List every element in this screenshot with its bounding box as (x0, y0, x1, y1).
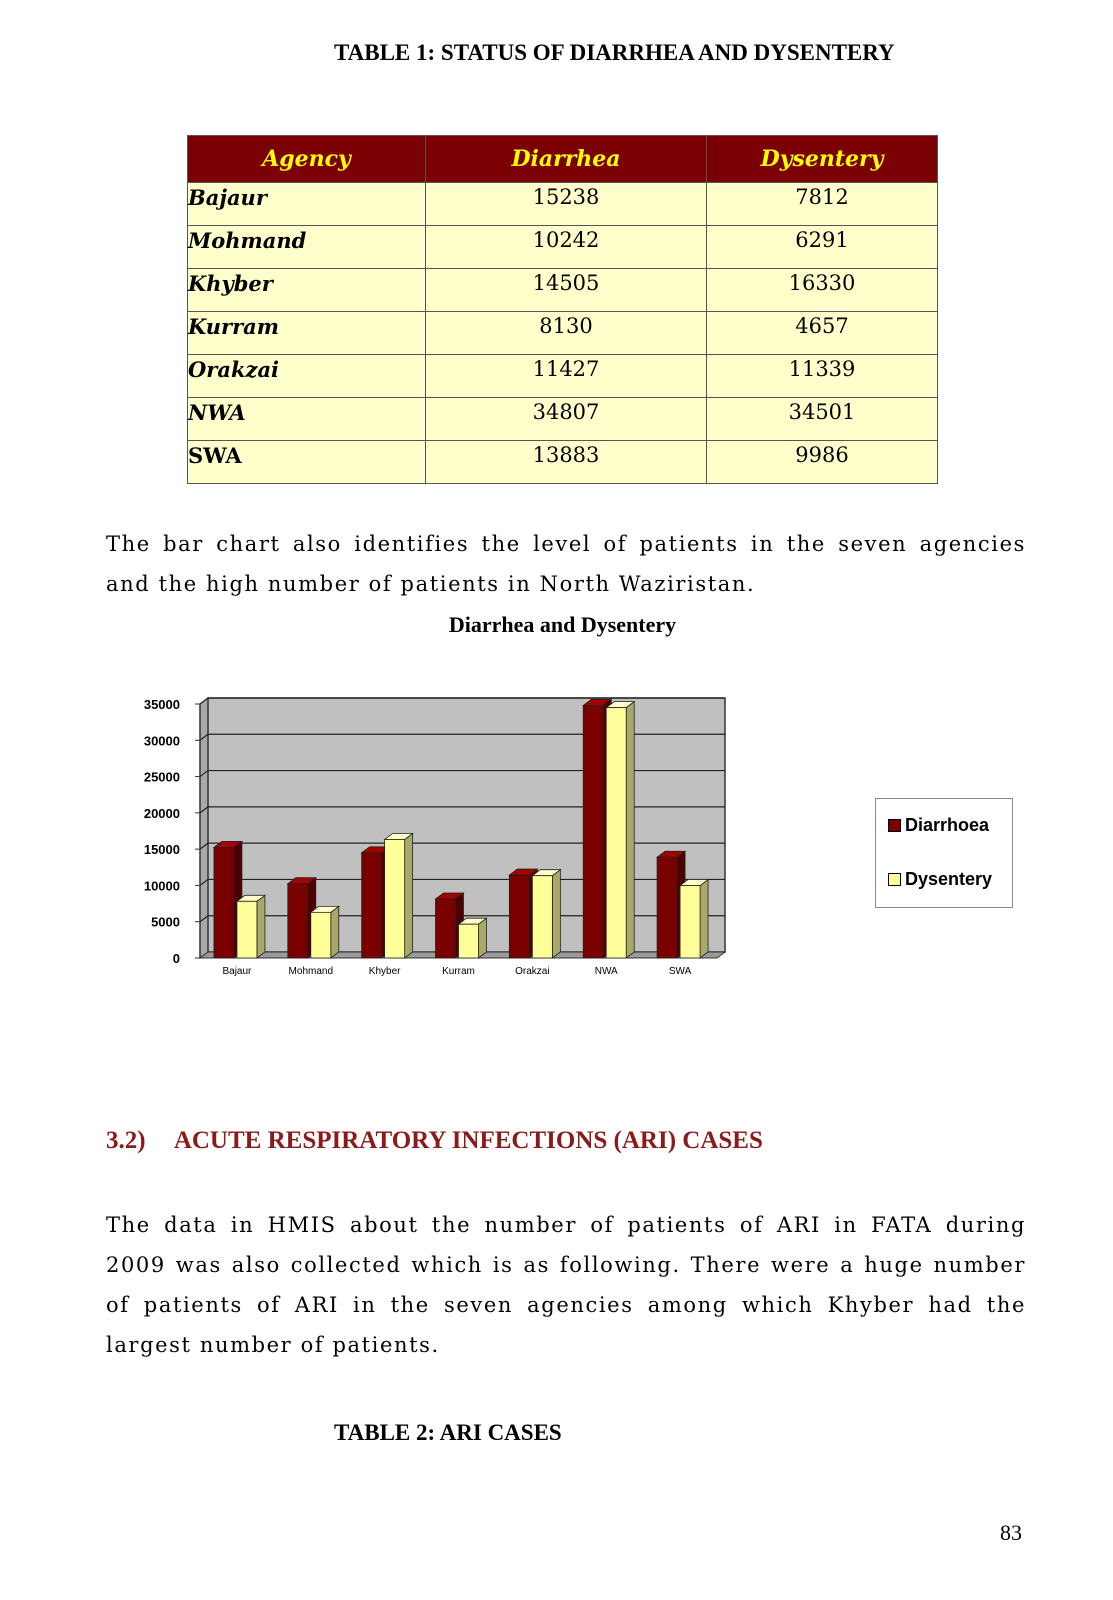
column-header-dysentery: Dysentery (707, 136, 938, 183)
dysentery-cell: 7812 (707, 183, 938, 226)
table-header-row (188, 136, 938, 183)
diarrhea-cell: 34807 (426, 398, 707, 441)
intro-paragraph (106, 524, 1026, 604)
bar-diarrhoea (288, 884, 308, 958)
bar-side-dysentery (331, 906, 339, 958)
y-tick-label: 15000 (143, 842, 180, 858)
bar-side-dysentery (552, 870, 560, 958)
paragraph-line: The data in HMIS about the number of patients of ARI in FATA during (106, 1213, 1026, 1237)
agency-cell: SWA (188, 441, 426, 484)
bar-dysentery (459, 924, 479, 958)
diarrhea-cell: 8130 (426, 312, 707, 355)
x-tick-label: Mohmand (288, 966, 334, 977)
legend-swatch-diarrhoea (888, 819, 901, 832)
bar-side-dysentery (479, 918, 487, 958)
x-tick-label: Khyber (368, 966, 401, 977)
bar-side-dysentery (626, 702, 634, 958)
agency-cell: Mohmand (188, 226, 426, 269)
y-tick-label: 5000 (151, 914, 180, 930)
y-tick-label: 30000 (143, 733, 180, 749)
chart-plot-area (208, 698, 725, 952)
dysentery-cell: 34501 (707, 398, 938, 441)
bar-dysentery (311, 912, 331, 958)
bar-side-dysentery (257, 895, 265, 958)
table-row (188, 398, 938, 441)
y-tick-label: 25000 (143, 769, 180, 785)
bar-diarrhoea (657, 857, 677, 958)
bar-dysentery (680, 886, 700, 958)
bar-side-dysentery (405, 833, 413, 958)
agency-cell: Orakzai (188, 355, 426, 398)
x-tick-label: Bajaur (222, 966, 252, 977)
bar-dysentery (606, 708, 626, 958)
diarrhea-cell: 13883 (426, 441, 707, 484)
bar-dysentery (237, 901, 257, 958)
chart-title-text: Diarrhea and Dysentery (448, 612, 677, 637)
y-tick-label: 10000 (143, 878, 180, 894)
table-row (188, 269, 938, 312)
table2-title: TABLE 2: ARI CASES (334, 1420, 562, 1445)
diarrhea-cell: 14505 (426, 269, 707, 312)
bar-chart (120, 680, 760, 1000)
legend-swatch-dysentery (888, 873, 901, 886)
section-number: 3.2) (106, 1127, 146, 1154)
table-row (188, 312, 938, 355)
table-row (188, 226, 938, 269)
table-row (188, 183, 938, 226)
legend-item-diarrhoea (888, 815, 989, 836)
bar-diarrhoea (214, 847, 234, 958)
agency-cell: Kurram (188, 312, 426, 355)
dysentery-cell: 9986 (707, 441, 938, 484)
legend-label: Diarrhoea (905, 815, 990, 835)
y-tick-label: 20000 (143, 805, 180, 821)
bar-diarrhoea (509, 875, 529, 958)
column-header-agency: Agency (188, 136, 426, 183)
legend-item-dysentery (888, 869, 992, 890)
dysentery-cell: 16330 (707, 269, 938, 312)
agency-cell: NWA (188, 398, 426, 441)
chart-title (0, 612, 1113, 638)
ari-paragraph (106, 1205, 1026, 1365)
agency-cell: Khyber (188, 269, 426, 312)
dysentery-cell: 11339 (707, 355, 938, 398)
chart-legend (875, 798, 1013, 908)
dysentery-cell: 4657 (707, 312, 938, 355)
bar-diarrhoea (436, 899, 456, 958)
bar-dysentery (532, 876, 552, 958)
table1-title: TABLE 1: STATUS OF DIARRHEA AND DYSENTERY (334, 40, 895, 65)
paragraph-line: and the high number of patients in North Waziristan. (106, 572, 756, 596)
bar-diarrhoea (362, 853, 382, 958)
diarrhea-cell: 10242 (426, 226, 707, 269)
bar-diarrhoea (583, 705, 603, 958)
table-row (188, 441, 938, 484)
column-header-diarrhea: Diarrhea (426, 136, 707, 183)
table1 (187, 135, 938, 484)
page-number: 83 (1000, 1520, 1022, 1545)
section-heading (106, 1127, 763, 1155)
paragraph-line: largest number of patients. (106, 1333, 440, 1357)
paragraph-line: of patients of ARI in the seven agencies among which Khyber had the (106, 1293, 1026, 1317)
x-tick-label: Kurram (442, 966, 475, 977)
x-tick-label: Orakzai (515, 966, 550, 977)
diarrhea-cell: 11427 (426, 355, 707, 398)
x-tick-label: NWA (594, 966, 618, 977)
y-tick-label: 35000 (143, 697, 180, 712)
y-tick-label: 0 (172, 951, 180, 966)
section-title: ACUTE RESPIRATORY INFECTIONS (ARI) CASES (173, 1127, 763, 1154)
legend-label: Dysentery (905, 869, 993, 889)
agency-cell: Bajaur (188, 183, 426, 226)
paragraph-line: The bar chart also identifies the level of patients in the seven agencies (106, 532, 1026, 556)
x-tick-label: SWA (668, 966, 692, 977)
dysentery-cell: 6291 (707, 226, 938, 269)
bar-side-dysentery (700, 880, 708, 958)
table-row (188, 355, 938, 398)
paragraph-line: 2009 was also collected which is as following. There were a huge number (106, 1253, 1026, 1277)
diarrhea-cell: 15238 (426, 183, 707, 226)
bar-dysentery (385, 839, 405, 958)
